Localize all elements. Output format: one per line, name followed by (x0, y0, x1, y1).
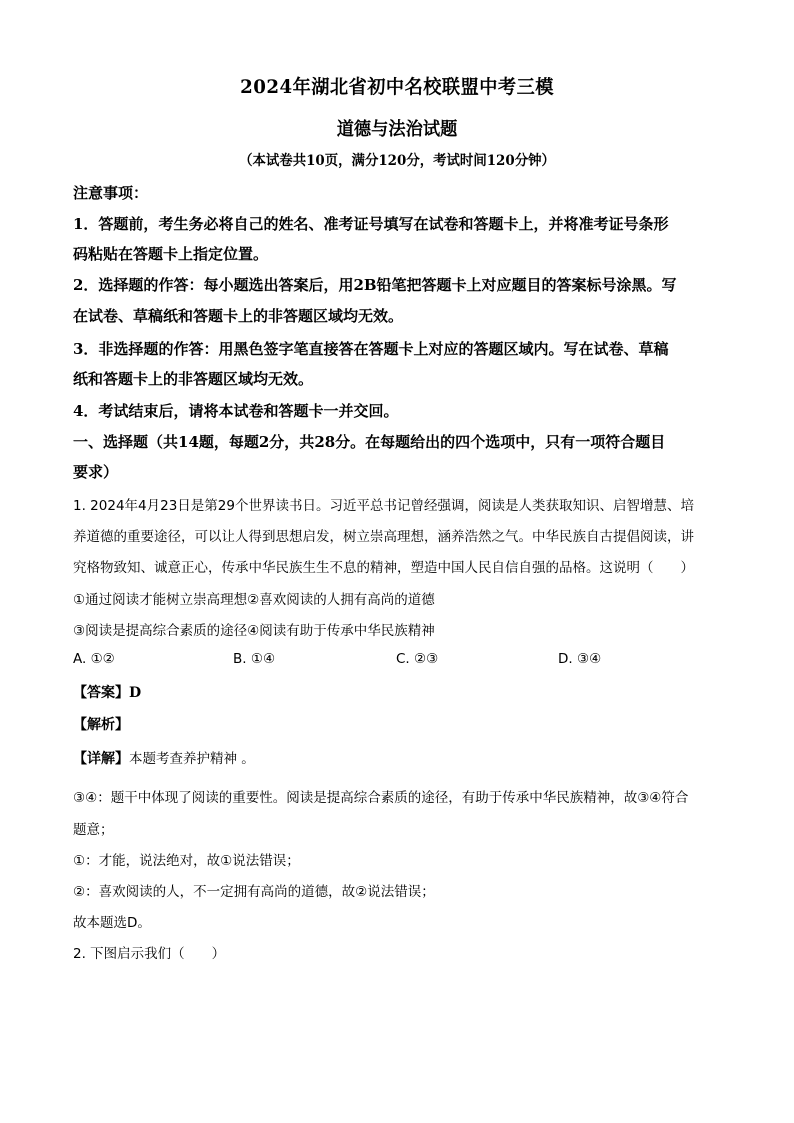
q1-stem-line: 1. 2024年4月23日是第29个世界读书日。习近平总书记曾经强调，阅读是人类获取知识、启智增慧、培 (73, 498, 694, 514)
section-heading-cont: 要求） (73, 463, 119, 481)
q1-option-c: C. ②③ (396, 651, 439, 667)
q1-stem-line: 究格物致知、诚意正心，传承中华民族生生不息的精神，塑造中国人民自信自强的品格。这说明（ ） (73, 560, 694, 576)
q1-explanation-line: 题意； (73, 822, 114, 838)
notice-heading: 注意事项： (73, 184, 149, 202)
q1-detail (73, 747, 255, 768)
notice-line: 4．考试结束后，请将本试卷和答题卡一并交回。 (73, 402, 399, 420)
q1-conclusion: 故本题选D。 (73, 915, 151, 931)
q1-detail-label: 【详解】 (73, 751, 129, 767)
section-heading: 一、选择题（共14题，每题2分，共28分。在每题给出的四个选项中，只有一项符合题目 (73, 433, 666, 451)
q1-option-d: D. ③④ (558, 651, 602, 667)
exam-title: 2024年湖北省初中名校联盟中考三模 (240, 76, 554, 98)
q1-option-a: A. ①② (73, 651, 115, 667)
q1-statement: ③阅读是提高综合素质的途径④阅读有助于传承中华民族精神 (73, 623, 435, 639)
notice-line: 在试卷、草稿纸和答题卡上的非答题区域均无效。 (73, 307, 404, 325)
q1-explanation-line: ①：才能，说法绝对，故①说法错误； (73, 853, 300, 869)
q1-explanation-line: ②：喜欢阅读的人，不一定拥有高尚的道德，故②说法错误； (73, 884, 435, 900)
notice-line: 2．选择题的作答：每小题选出答案后，用2B铅笔把答题卡上对应题目的答案标号涂黑。写 (73, 276, 677, 294)
q1-option-b: B. ①④ (233, 651, 276, 667)
q2-stem: 2. 下图启示我们（ ） (73, 946, 226, 962)
notice-line: 1．答题前，考生务必将自己的姓名、准考证号填写在试卷和答题卡上，并将准考证号条形 (73, 215, 669, 233)
q1-analysis-label: 【解析】 (73, 717, 129, 733)
notice-line: 3．非选择题的作答：用黑色签字笔直接答在答题卡上对应的答题区域内。写在试卷、草稿 (73, 340, 669, 358)
q1-answer: 【答案】D (73, 685, 142, 701)
notice-line: 码粘贴在答题卡上指定位置。 (73, 245, 269, 263)
q1-stem-line: 养道德的重要途径，可以让人得到思想启发，树立崇高理想，涵养浩然之气。中华民族自古提倡阅读，讲 (73, 529, 694, 545)
q1-detail-text: 本题考查养护精神 。 (129, 751, 255, 767)
q1-statement: ①通过阅读才能树立崇高理想②喜欢阅读的人拥有高尚的道德 (73, 592, 435, 608)
q1-explanation-line: ③④：题干中体现了阅读的重要性。阅读是提高综合素质的途径，有助于传承中华民族精神，故③④符合 (73, 790, 689, 806)
exam-subject: 道德与法治试题 (336, 119, 458, 140)
exam-info: （本试卷共10页，满分120分，考试时间120分钟） (239, 153, 555, 169)
notice-line: 纸和答题卡上的非答题区域均无效。 (73, 370, 314, 388)
